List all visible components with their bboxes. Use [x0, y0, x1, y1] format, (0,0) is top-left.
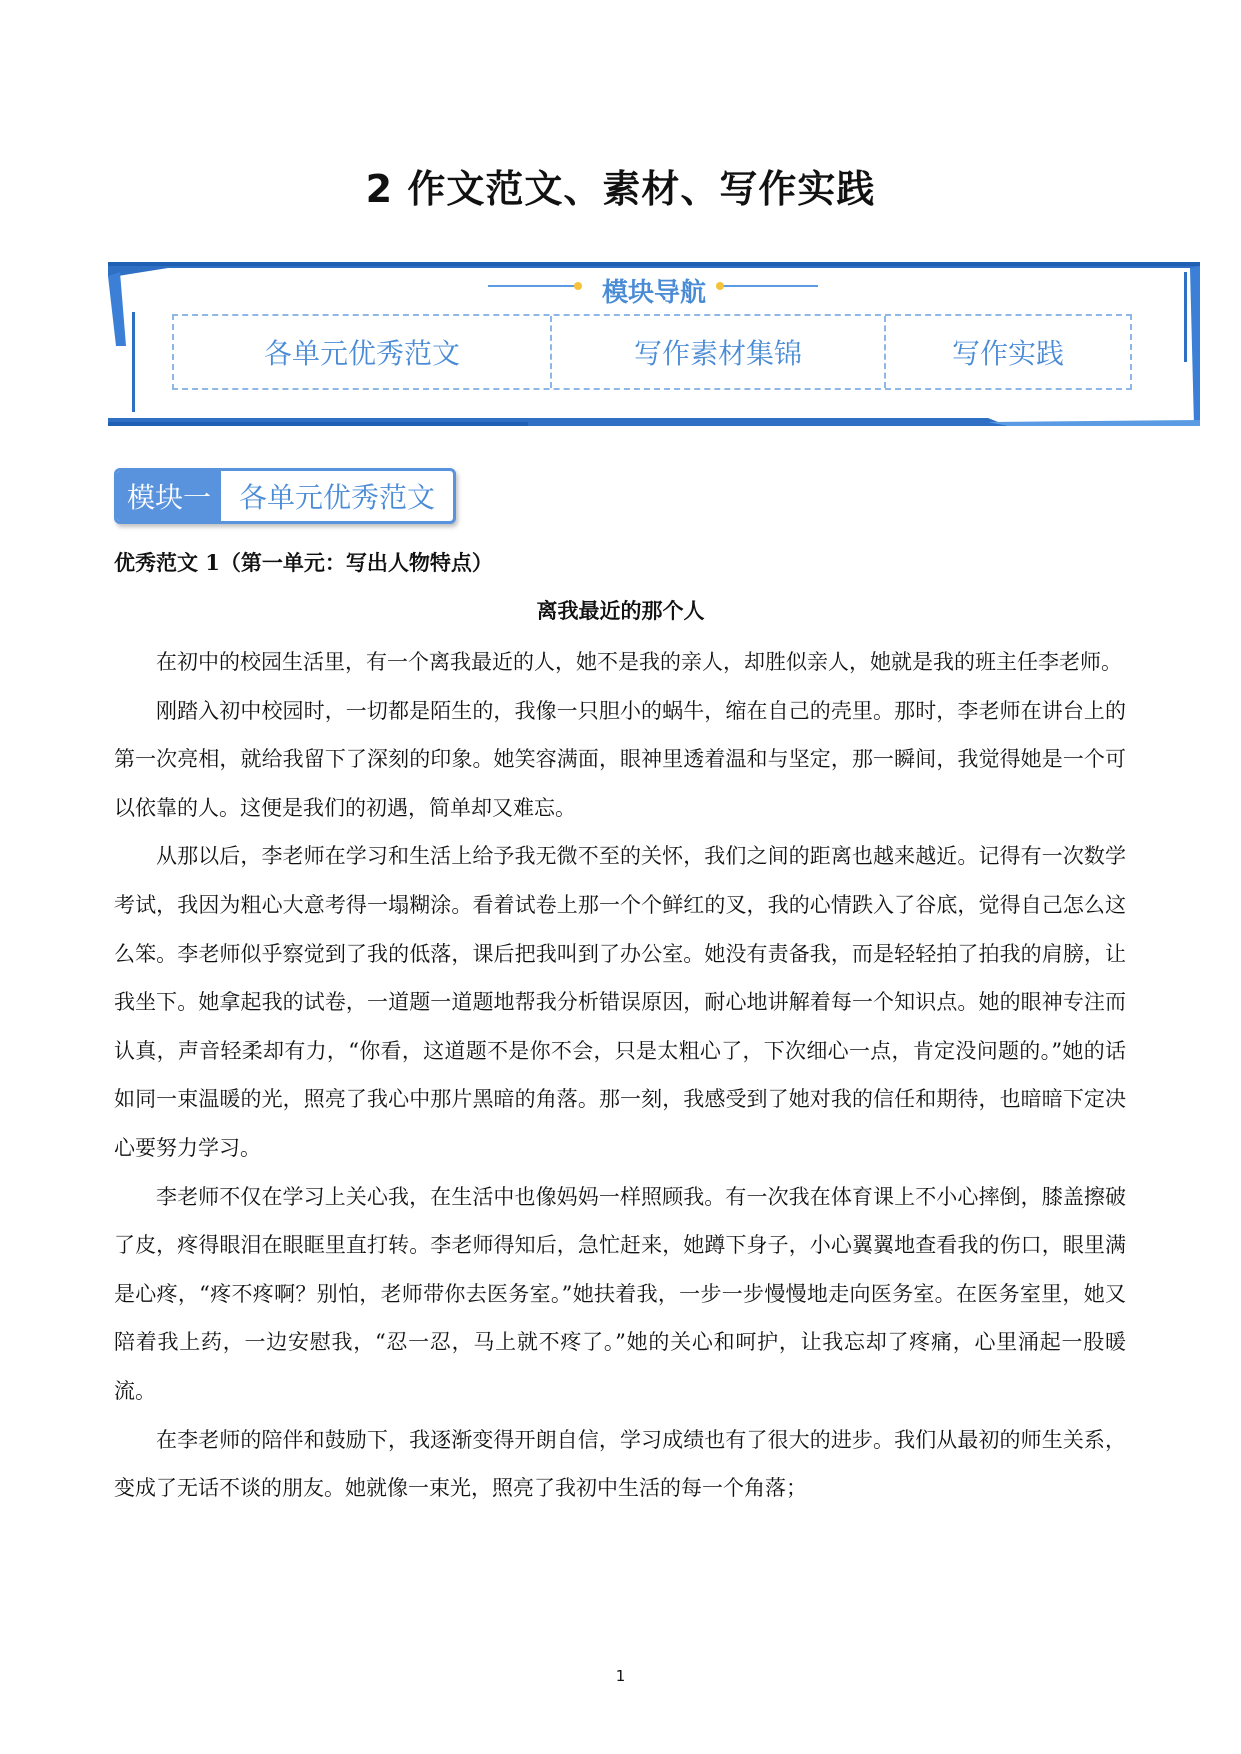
essay-body: [114, 638, 1126, 1513]
nav-item-writing-materials[interactable]: 写作素材集锦: [552, 316, 886, 388]
essay-paragraph: 在李老师的陪伴和鼓励下，我逐渐变得开朗自信，学习成绩也有了很大的进步。我们从最初的师生关系，变成了无话不谈的朋友。她就像一束光，照亮了我初中生活的每一个角落；: [114, 1427, 1126, 1501]
section-heading: 优秀范文 1（第一单元：写出人物特点）: [114, 550, 493, 575]
page-number: 1: [615, 1667, 626, 1685]
module-navigation: [108, 262, 1200, 428]
essay-paragraph: 李老师不仅在学习上关心我，在生活中也像妈妈一样照顾我。有一次我在体育课上不小心摔倒，膝盖擦破了皮，疼得眼泪在眼眶里直打转。李老师得知后，急忙赶来，她蹲下身子，小心翼翼地查看我的伤口，眼里满是心疼，“疼不疼啊？别怕，老师带你去医务室。”她扶着我，一步一步慢慢地走向医务室。在医务室里，她又陪着我上药，一边安慰我，“忍一忍，马上就不疼了。”她的关心和呵护，让我忘却了疼痛，心里涌起一股暖流。: [114, 1184, 1126, 1403]
module-badge: [114, 468, 456, 524]
nav-item-writing-practice[interactable]: 写作实践: [951, 337, 1064, 370]
nav-item-excellent-essays[interactable]: 各单元优秀范文: [174, 316, 552, 388]
essay-paragraph: 在初中的校园生活里，有一个离我最近的人，她不是我的亲人，却胜似亲人，她就是我的班主任李老师。: [156, 650, 1122, 674]
essay-paragraph: 刚踏入初中校园时，一切都是陌生的，我像一只胆小的蜗牛，缩在自己的壳里。那时，李老师在讲台上的第一次亮相，就给我留下了深刻的印象。她笑容满面，眼神里透着温和与坚定，那一瞬间，我觉得她是一个可以依靠的人。这便是我们的初遇，简单却又难忘。: [114, 698, 1126, 820]
essay-title: 离我最近的那个人: [536, 598, 705, 623]
module-tag: 模块一: [117, 471, 221, 521]
module-name: 各单元优秀范文: [239, 481, 436, 514]
essay-paragraph: 从那以后，李老师在学习和生活上给予我无微不至的关怀，我们之间的距离也越来越近。记得有一次数学考试，我因为粗心大意考得一塌糊涂。看着试卷上那一个个鲜红的叉，我的心情跌入了谷底，觉得自己怎么这么笨。李老师似乎察觉到了我的低落，课后把我叫到了办公室。她没有责备我，而是轻轻拍了拍我的肩膀，让我坐下。她拿起我的试卷，一道题一道题地帮我分析错误原因，耐心地讲解着每一个知识点。她的眼神专注而认真，声音轻柔却有力，“你看，这道题不是你不会，只是太粗心了，下次细心一点，肯定没问题的。”她的话如同一束温暖的光，照亮了我心中那片黑暗的角落。那一刻，我感受到了她对我的信任和期待，也暗暗下定决心要努力学习。: [114, 844, 1126, 1160]
nav-heading: 模块导航: [601, 278, 706, 308]
nav-grid: [172, 314, 1132, 390]
page-title: 2 作文范文、素材、写作实践: [365, 167, 876, 211]
